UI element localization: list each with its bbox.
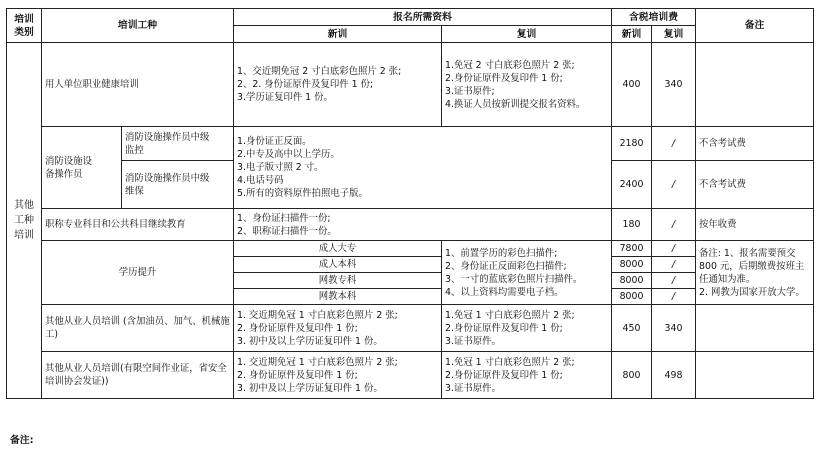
header-fee-renew: 复训 bbox=[652, 26, 696, 43]
fee-fire-monitor: 2180 bbox=[612, 127, 652, 161]
table-row-health bbox=[7, 43, 814, 127]
footer-note: 备注: bbox=[10, 435, 34, 446]
training-table bbox=[6, 8, 814, 399]
fee-degree-renew: / bbox=[652, 273, 696, 289]
renew-materials-other-1: 1.免冠 1 寸白底彩色照片 2 张; 2.身份证原件及复印件 1 份; 3.证书原件。 bbox=[442, 305, 612, 352]
header-new: 新训 bbox=[234, 26, 442, 43]
materials-degree: 1、前置学历的彩色扫描件; 2、身份证正反面彩色扫描件; 3、一寸的蓝底彩色照片扫描件。 4、以上资料均需要电子档。 bbox=[442, 241, 612, 305]
type-other-1: 其他从业人员培训 (含加油员、加气、机械施工) bbox=[42, 305, 234, 352]
degree-level: 网教本科 bbox=[234, 289, 442, 305]
type-degree: 学历提升 bbox=[42, 241, 234, 305]
fee-cont-edu: 180 bbox=[612, 209, 652, 241]
table-row-degree-1 bbox=[7, 241, 814, 257]
type-fire-monitor: 消防设施操作员中级 监控 bbox=[122, 127, 234, 161]
fee-renew-health: 340 bbox=[652, 43, 696, 127]
degree-level: 网教专科 bbox=[234, 273, 442, 289]
header-note: 备注 bbox=[696, 9, 814, 43]
fee-renew-other-1: 340 bbox=[652, 305, 696, 352]
table-row-cont-edu bbox=[7, 209, 814, 241]
fee-new-other-1: 450 bbox=[612, 305, 652, 352]
fee-new-other-2: 800 bbox=[612, 352, 652, 399]
training-fee-sheet bbox=[6, 8, 813, 399]
header-row-1 bbox=[7, 9, 814, 26]
note-other-1 bbox=[696, 305, 814, 352]
type-cont-edu: 职称专业科目和公共科目继续教育 bbox=[42, 209, 234, 241]
type-health: 用人单位职业健康培训 bbox=[42, 43, 234, 127]
new-materials-health: 1、交近期免冠 2 寸白底彩色照片 2 张; 2、2. 身份证原件及复印件 1 份; 3.学历证复印件 1 份。 bbox=[234, 43, 442, 127]
fee-degree-renew: / bbox=[652, 289, 696, 305]
fee-fire-maint: 2400 bbox=[612, 161, 652, 209]
fee-fire-maint-renew: / bbox=[652, 161, 696, 209]
degree-level: 成人本科 bbox=[234, 257, 442, 273]
type-other-2: 其他从业人员培训(有限空间作业证，省安全培训协会发证)) bbox=[42, 352, 234, 399]
header-fee: 含税培训费 bbox=[612, 9, 696, 26]
table-row-other-2 bbox=[7, 352, 814, 399]
fee-renew-other-2: 498 bbox=[652, 352, 696, 399]
header-fee-new: 新训 bbox=[612, 26, 652, 43]
fee-fire-monitor-renew: / bbox=[652, 127, 696, 161]
note-fire-monitor: 不含考试费 bbox=[696, 127, 814, 161]
note-health bbox=[696, 43, 814, 127]
header-renew: 复训 bbox=[442, 26, 612, 43]
type-fire-group: 消防设施设 备操作员 bbox=[42, 127, 122, 209]
fee-new-health: 400 bbox=[612, 43, 652, 127]
table-row-other-1 bbox=[7, 305, 814, 352]
fee-degree: 8000 bbox=[612, 273, 652, 289]
note-fire-maint: 不含考试费 bbox=[696, 161, 814, 209]
header-type: 培训工种 bbox=[42, 9, 234, 43]
type-fire-maint: 消防设施操作员中级 维保 bbox=[122, 161, 234, 209]
materials-cont-edu: 1、身份证扫描件一份; 2、职称证扫描件一份。 bbox=[234, 209, 612, 241]
header-materials: 报名所需资料 bbox=[234, 9, 612, 26]
renew-materials-other-2: 1.免冠 1 寸白底彩色照片 2 张; 2.身份证原件及复印件 1 份; 3.证书原件。 bbox=[442, 352, 612, 399]
fee-degree: 8000 bbox=[612, 257, 652, 273]
note-cont-edu: 按年收费 bbox=[696, 209, 814, 241]
category-cell: 其他 工种 培训 bbox=[7, 43, 42, 399]
fee-degree-renew: / bbox=[652, 257, 696, 273]
fee-degree: 8000 bbox=[612, 289, 652, 305]
header-category: 培训 类别 bbox=[7, 9, 42, 43]
new-materials-other-1: 1. 交近期免冠 1 寸白底彩色照片 2 张; 2. 身份证原件及复印件 1 份; 3. 初中及以上学历证复印件 1 份。 bbox=[234, 305, 442, 352]
table-row-fire-1 bbox=[7, 127, 814, 161]
fee-cont-edu-renew: / bbox=[652, 209, 696, 241]
note-other-2 bbox=[696, 352, 814, 399]
materials-fire: 1.身份证正反面。 2.中专及高中以上学历。 3.电子版寸照 2 寸。 4.电话号码 5.所有的资料原件拍照电子版。 bbox=[234, 127, 612, 209]
note-degree: 备注: 1、报名需要预交 800 元，后期缴费按班主任通知为准。 2. 网教为国家开放大学。 bbox=[696, 241, 814, 305]
fee-degree: 7800 bbox=[612, 241, 652, 257]
renew-materials-health: 1.免冠 2 寸白底彩色照片 2 张; 2.身份证原件及复印件 1 份; 3.证书原件; 4.换证人员按新训提交报名资料。 bbox=[442, 43, 612, 127]
new-materials-other-2: 1. 交近期免冠 1 寸白底彩色照片 2 张; 2. 身份证原件及复印件 1 份; 3. 初中及以上学历证复印件 1 份。 bbox=[234, 352, 442, 399]
fee-degree-renew: / bbox=[652, 241, 696, 257]
degree-level: 成人大专 bbox=[234, 241, 442, 257]
